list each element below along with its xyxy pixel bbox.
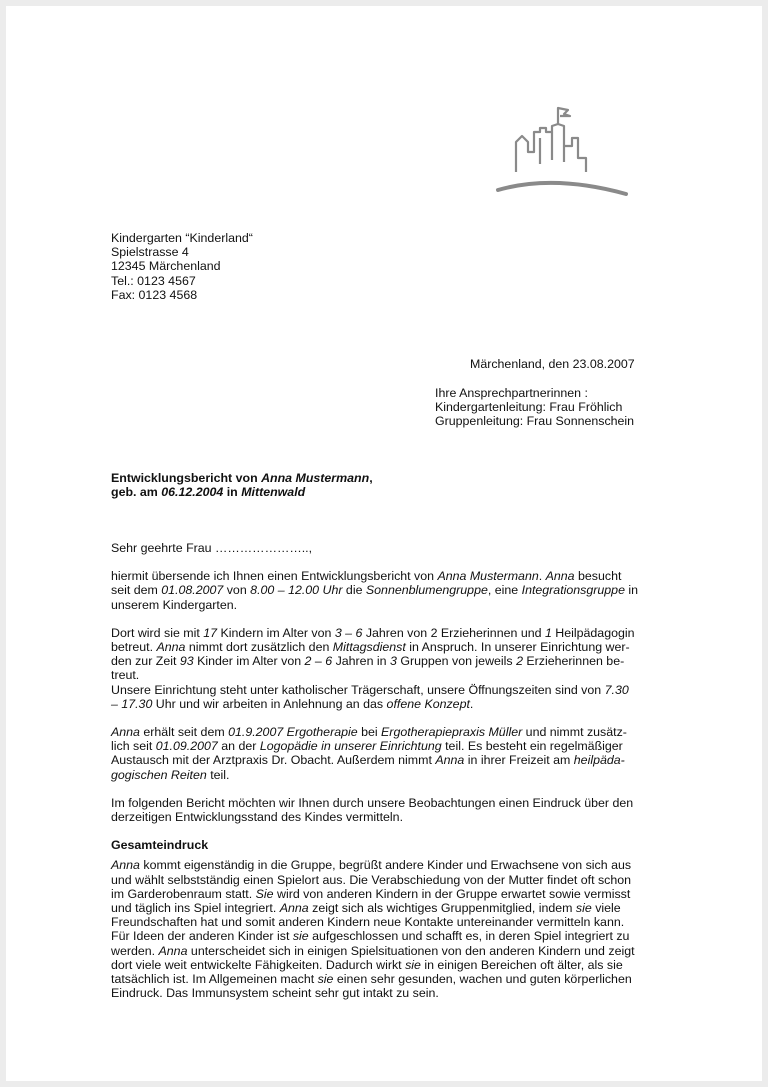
italic-segment: offene Konzept: [386, 696, 470, 711]
text-segment: die: [342, 583, 366, 598]
subject-comma: ,: [369, 471, 373, 485]
italic-segment: Sie: [255, 886, 274, 901]
italic-segment: 6: [325, 654, 333, 669]
sender-fax: Fax: 0123 4568: [111, 287, 198, 302]
birth-mid: in: [223, 485, 242, 500]
text-segment: seit dem: [111, 583, 162, 598]
text-segment: treut.: [111, 668, 140, 683]
italic-segment: Anna: [111, 858, 140, 873]
text-segment: Unsere Einrichtung steht unter katholischer Trägerschaft, unsere Öffnungszeiten sind von: [111, 682, 605, 697]
text-segment: Jahren in: [332, 654, 390, 669]
italic-segment: Anna: [111, 725, 140, 740]
italic-segment: 2: [304, 654, 312, 669]
contact-block: [435, 386, 634, 429]
italic-segment: 3 – 6: [334, 625, 363, 640]
text-segment: und täglich ins Spiel integriert.: [111, 901, 280, 916]
italic-segment: Anna Mustermann: [437, 569, 539, 584]
contact-leader: Kindergartenleitung: Frau Fröhlich: [435, 400, 623, 415]
text-segment: und wählt selbstständig einen Spielort aus. Die Verabschiedung von der Mutter findet oft schon: [111, 872, 632, 887]
text-segment: Uhr und wir arbeiten in Anlehnung an das: [152, 696, 387, 711]
text-segment: Für Ideen der anderen Kinder ist: [111, 929, 293, 944]
italic-segment: Anna: [158, 943, 188, 958]
text-segment: lich seit: [111, 739, 156, 754]
text-segment: , eine: [487, 583, 522, 598]
subject-line: [111, 471, 373, 499]
text-line: [111, 887, 641, 901]
text-segment: Jahren von 2 Erzieherinnen und: [362, 625, 545, 640]
text-segment: betreut.: [111, 640, 157, 655]
text-line: [111, 654, 641, 668]
text-segment: Gruppen von jeweils: [396, 654, 517, 669]
text-segment: von: [223, 583, 251, 598]
text-segment: –: [311, 654, 326, 669]
text-segment: wird von anderen Kindern in der Gruppe erwartet sowie vermisst: [273, 886, 631, 901]
subject-line-1: [111, 471, 373, 485]
text-segment: Dort wird sie mit: [111, 625, 204, 640]
contact-heading: Ihre Ansprechpartnerinnen :: [435, 386, 588, 400]
text-segment: besucht: [574, 569, 622, 584]
text-segment: kommt eigenständig in die Gruppe, begrüßt andere Kinder und Erwachsene von sich aus: [139, 858, 632, 873]
italic-segment: 01.08.2007: [161, 583, 224, 598]
text-segment: Kinder im Alter von: [193, 654, 305, 669]
text-line: [111, 901, 641, 915]
italic-segment: 8.00 – 12.00 Uhr: [250, 583, 343, 598]
italic-segment: Anna: [279, 901, 309, 916]
italic-segment: 17: [203, 625, 218, 640]
text-segment: Im folgenden Bericht möchten wir Ihnen durch unsere Beobachtungen einen Eindruck über den: [111, 795, 634, 810]
text-segment: dort viele weit entwickelte Fähigkeiten. Dadurch wirkt: [111, 957, 406, 972]
text-line: [111, 768, 641, 782]
italic-segment: 01.9.2007 Ergotherapie: [228, 725, 358, 740]
subject-prefix: Entwicklungsbericht von: [111, 471, 262, 485]
italic-segment: Mittagsdienst: [332, 640, 406, 655]
sender-address: [111, 231, 253, 302]
italic-segment: Integrationsgruppe: [521, 583, 625, 598]
text-segment: Eindruck. Das Immunsystem scheint sehr gut intakt zu sein.: [111, 986, 439, 1001]
paragraph-therapy: [111, 725, 641, 782]
text-line: [111, 858, 641, 872]
birth-date: 06.12.2004: [161, 485, 224, 500]
text-line: [111, 753, 641, 767]
text-line: [111, 929, 641, 943]
text-segment: Erzieherinnen be-: [522, 654, 625, 669]
italic-segment: 2: [516, 654, 523, 669]
text-segment: bei: [357, 725, 382, 740]
text-segment: werden.: [111, 943, 159, 958]
italic-segment: Anna: [156, 640, 186, 655]
text-line: [111, 915, 641, 929]
text-line: [111, 583, 641, 597]
text-segment: unterscheidet sich in einigen Spielsituationen von den anderen Kindern und zeigt: [187, 943, 635, 958]
child-name: Anna Mustermann: [261, 471, 370, 485]
text-segment: in: [624, 583, 639, 598]
italic-segment: 3: [390, 654, 397, 669]
text-segment: tatsächlich ist. Im Allgemeinen macht: [111, 972, 318, 987]
sender-phone: Tel.: 0123 4567: [111, 273, 196, 288]
text-line: [111, 626, 641, 640]
text-line: [111, 598, 641, 612]
italic-segment: heilpäda-: [573, 753, 625, 768]
letter-body: [111, 541, 641, 1000]
date-line: Märchenland, den 23.08.2007: [470, 357, 635, 371]
sender-name: Kindergarten “Kinderland“: [111, 231, 253, 245]
text-line: [111, 873, 641, 887]
text-segment: den zur Zeit: [111, 654, 180, 669]
text-line: [111, 739, 641, 753]
text-segment: in ihrer Freizeit am: [464, 753, 574, 768]
italic-segment: Logopädie in unserer Einrichtung: [259, 739, 442, 754]
text-segment: .: [538, 569, 546, 584]
sender-city: 12345 Märchenland: [111, 259, 221, 274]
text-segment: teil. Es besteht ein regelmäßiger: [441, 739, 623, 754]
text-segment: derzeitigen Entwicklungsstand des Kindes vermitteln.: [111, 810, 404, 825]
italic-segment: – 17.30: [111, 696, 153, 711]
text-segment: hiermit übersende ich Ihnen einen Entwicklungsbericht von: [111, 569, 438, 584]
text-segment: im Garderobenraum statt.: [111, 886, 256, 901]
italic-segment: gogischen Reiten: [111, 767, 207, 782]
text-segment: teil.: [206, 767, 230, 782]
italic-segment: sie: [317, 972, 334, 987]
text-segment: einen sehr gesunden, wachen und guten körperlichen: [333, 972, 632, 987]
text-segment: in einigen Bereichen oft älter, als sie: [420, 957, 623, 972]
italic-segment: sie: [292, 929, 309, 944]
contact-group: Gruppenleitung: Frau Sonnenschein: [435, 414, 635, 429]
text-segment: nimmt dort zusätzlich den: [185, 640, 333, 655]
salutation: Sehr geehrte Frau …………………..,: [111, 541, 313, 555]
text-line: [111, 725, 641, 739]
text-segment: zeigt sich als wichtiges Gruppenmitglied, indem: [308, 901, 576, 916]
text-segment: Heilpädagogin: [551, 625, 635, 640]
text-line: [111, 958, 641, 972]
sender-street: Spielstrasse 4: [111, 245, 189, 260]
text-line: [111, 683, 641, 697]
text-line: [111, 640, 641, 654]
text-line: [111, 668, 641, 682]
italic-segment: Ergotherapiepraxis Müller: [381, 725, 523, 740]
paragraph-group: [111, 626, 641, 711]
italic-segment: Anna: [435, 753, 465, 768]
castle-logo-icon: [494, 102, 630, 198]
text-segment: unserem Kindergarten.: [111, 597, 238, 612]
text-segment: erhält seit dem: [139, 725, 229, 740]
text-segment: in Anspruch. In unserer Einrichtung wer-: [405, 640, 630, 655]
italic-segment: 01.09.2007: [155, 739, 218, 754]
text-line: [111, 944, 641, 958]
text-segment: aufgeschlossen und schafft es, in deren Spiel integriert zu: [308, 929, 630, 944]
italic-segment: sie: [405, 957, 421, 972]
text-segment: Freundschaften hat und somit anderen Kindern neue Kontakte untereinander vermitteln kann.: [111, 915, 625, 930]
text-line: [111, 986, 641, 1000]
text-segment: viele: [591, 901, 621, 916]
text-line: [111, 972, 641, 986]
text-segment: an der: [217, 739, 260, 754]
text-line: [111, 569, 641, 583]
text-segment: Kindern im Alter von: [217, 625, 335, 640]
italic-segment: Anna: [545, 569, 575, 584]
paragraph-purpose: [111, 796, 641, 824]
italic-segment: Sonnenblumengruppe: [365, 583, 488, 598]
paragraph-overall: [111, 858, 641, 1000]
italic-segment: sie: [575, 901, 592, 916]
italic-segment: 7.30: [604, 682, 629, 697]
text-segment: Austausch mit der Arztpraxis Dr. Obacht. Außerdem nimmt: [111, 753, 436, 768]
text-line: [111, 796, 641, 810]
text-line: [111, 697, 641, 711]
text-segment: und nimmt zusätz-: [522, 725, 627, 740]
italic-segment: 93: [179, 654, 194, 669]
birth-place: Mittenwald: [241, 485, 306, 500]
birth-prefix: geb. am: [111, 485, 162, 500]
paragraph-intro: [111, 569, 641, 612]
subject-line-2: [111, 485, 373, 499]
section-heading: Gesamteindruck: [111, 838, 209, 853]
italic-segment: 1: [544, 625, 552, 640]
text-segment: .: [469, 696, 474, 711]
text-line: [111, 810, 641, 824]
